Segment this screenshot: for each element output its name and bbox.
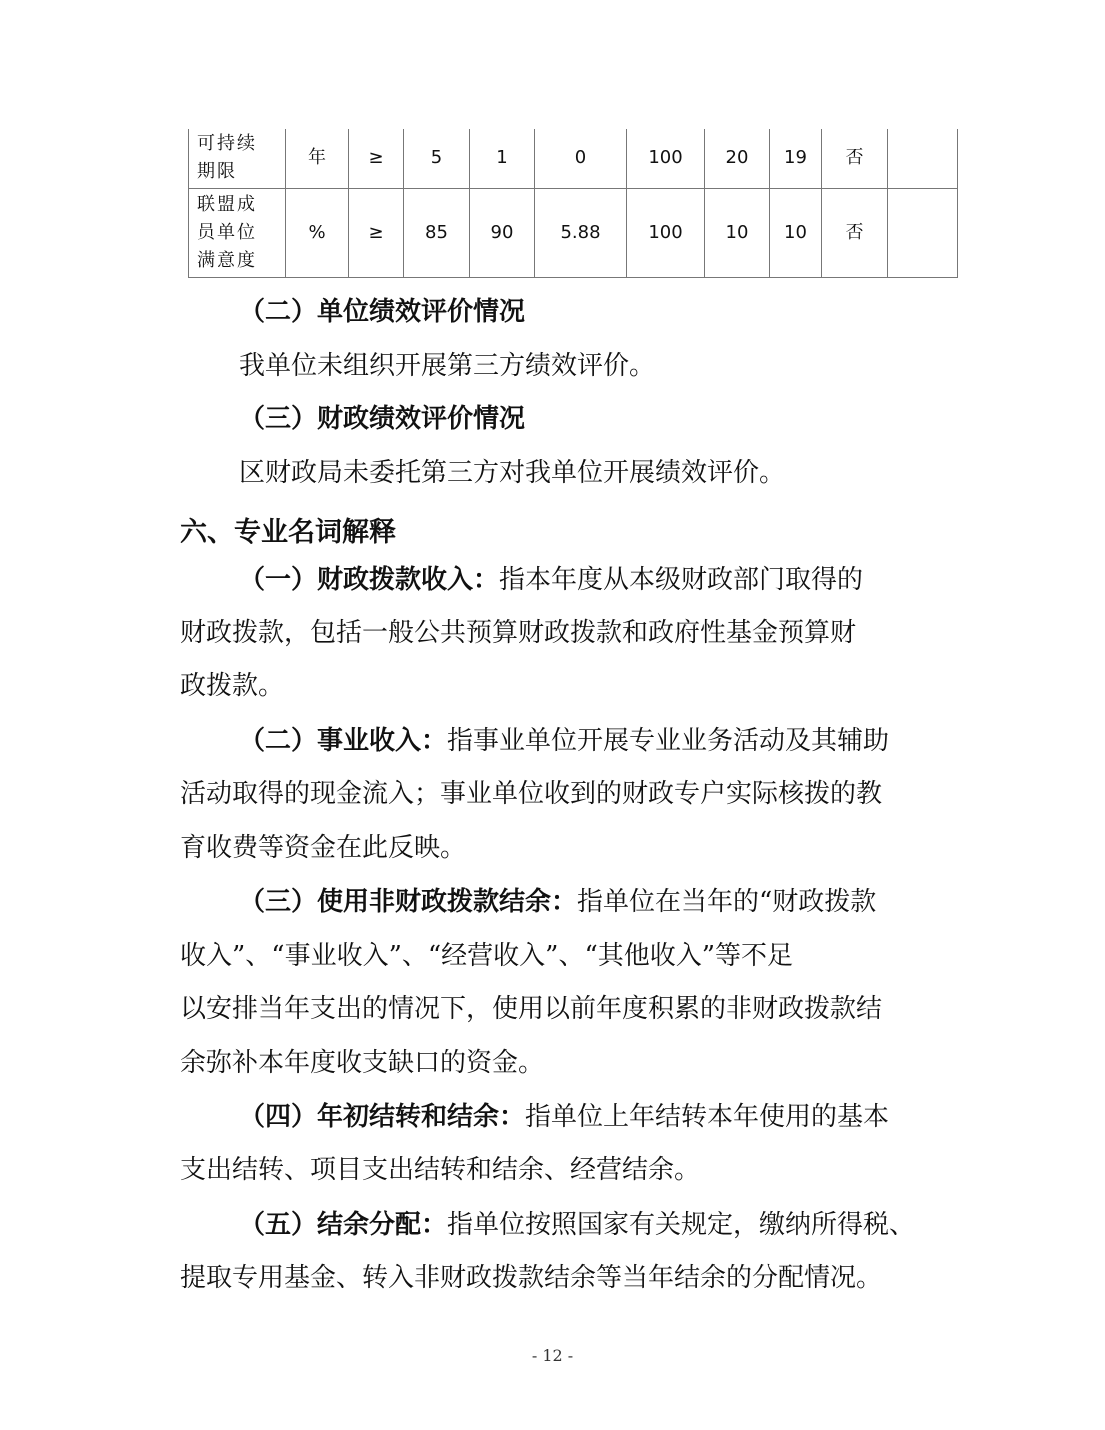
flag-cell: 否 xyxy=(822,129,888,188)
target-cell: 85 xyxy=(404,188,470,277)
term-line: 政拨款。 xyxy=(180,671,285,701)
note-cell xyxy=(888,188,958,277)
table-row xyxy=(189,129,958,188)
actual-cell: 1 xyxy=(470,129,535,188)
score-cell: 10 xyxy=(770,188,822,277)
weight-cell: 10 xyxy=(705,188,770,277)
chapter-heading: 六、专业名词解释 xyxy=(180,517,396,548)
term-line: 支出结转、项目支出结转和结余、经营结余。 xyxy=(180,1155,701,1185)
rate-cell: 0 xyxy=(535,129,627,188)
term-label: （一）财政拨款收入： xyxy=(239,565,500,595)
term-line: （一）财政拨款收入：指本年度从本级财政部门取得的 xyxy=(239,565,864,595)
score-cell: 19 xyxy=(770,129,822,188)
performance-indicator-table xyxy=(188,129,958,278)
target-cell: 5 xyxy=(404,129,470,188)
term-line: （五）结余分配：指单位按照国家有关规定，缴纳所得税、 xyxy=(239,1210,916,1240)
term-label: （二）事业收入： xyxy=(239,726,448,756)
note-cell xyxy=(888,129,958,188)
unit-cell: 年 xyxy=(286,129,349,188)
term-line: 育收费等资金在此反映。 xyxy=(180,833,467,863)
term-line: （三）使用非财政拨款结余：指单位在当年的“财政拨款 xyxy=(239,887,877,917)
term-label: （五）结余分配： xyxy=(239,1210,448,1240)
term-line: 收入”、“事业收入”、“经营收入”、“其他收入”等不足 xyxy=(180,941,794,971)
rate-cell: 5.88 xyxy=(535,188,627,277)
table-row xyxy=(189,188,958,277)
weight-cell: 20 xyxy=(705,129,770,188)
operator-cell: ≥ xyxy=(349,188,404,277)
term-label: （四）年初结转和结余： xyxy=(239,1102,526,1132)
indicator-name-cell: 联盟成 员单位 满意度 xyxy=(189,188,286,277)
paragraph: 区财政局未委托第三方对我单位开展绩效评价。 xyxy=(239,458,786,488)
full-score-cell: 100 xyxy=(627,188,705,277)
operator-cell: ≥ xyxy=(349,129,404,188)
actual-cell: 90 xyxy=(470,188,535,277)
term-line: （四）年初结转和结余：指单位上年结转本年使用的基本 xyxy=(239,1102,890,1132)
section-heading: （三）财政绩效评价情况 xyxy=(239,404,526,434)
term-line: 余弥补本年度收支缺口的资金。 xyxy=(180,1048,545,1078)
term-line: （二）事业收入：指事业单位开展专业业务活动及其辅助 xyxy=(239,726,890,756)
term-line: 提取专用基金、转入非财政拨款结余等当年结余的分配情况。 xyxy=(180,1263,883,1293)
term-line: 活动取得的现金流入；事业单位收到的财政专户实际核拨的教 xyxy=(180,779,883,809)
term-label: （三）使用非财政拨款结余： xyxy=(239,887,578,917)
paragraph: 我单位未组织开展第三方绩效评价。 xyxy=(239,351,656,381)
unit-cell: % xyxy=(286,188,349,277)
term-line: 以安排当年支出的情况下，使用以前年度积累的非财政拨款结 xyxy=(180,994,883,1024)
section-heading: （二）单位绩效评价情况 xyxy=(239,297,526,327)
flag-cell: 否 xyxy=(822,188,888,277)
term-line: 财政拨款，包括一般公共预算财政拨款和政府性基金预算财 xyxy=(180,618,857,648)
page-number: - 12 - xyxy=(531,1346,574,1365)
full-score-cell: 100 xyxy=(627,129,705,188)
indicator-name-cell: 可持续 期限 xyxy=(189,129,286,188)
